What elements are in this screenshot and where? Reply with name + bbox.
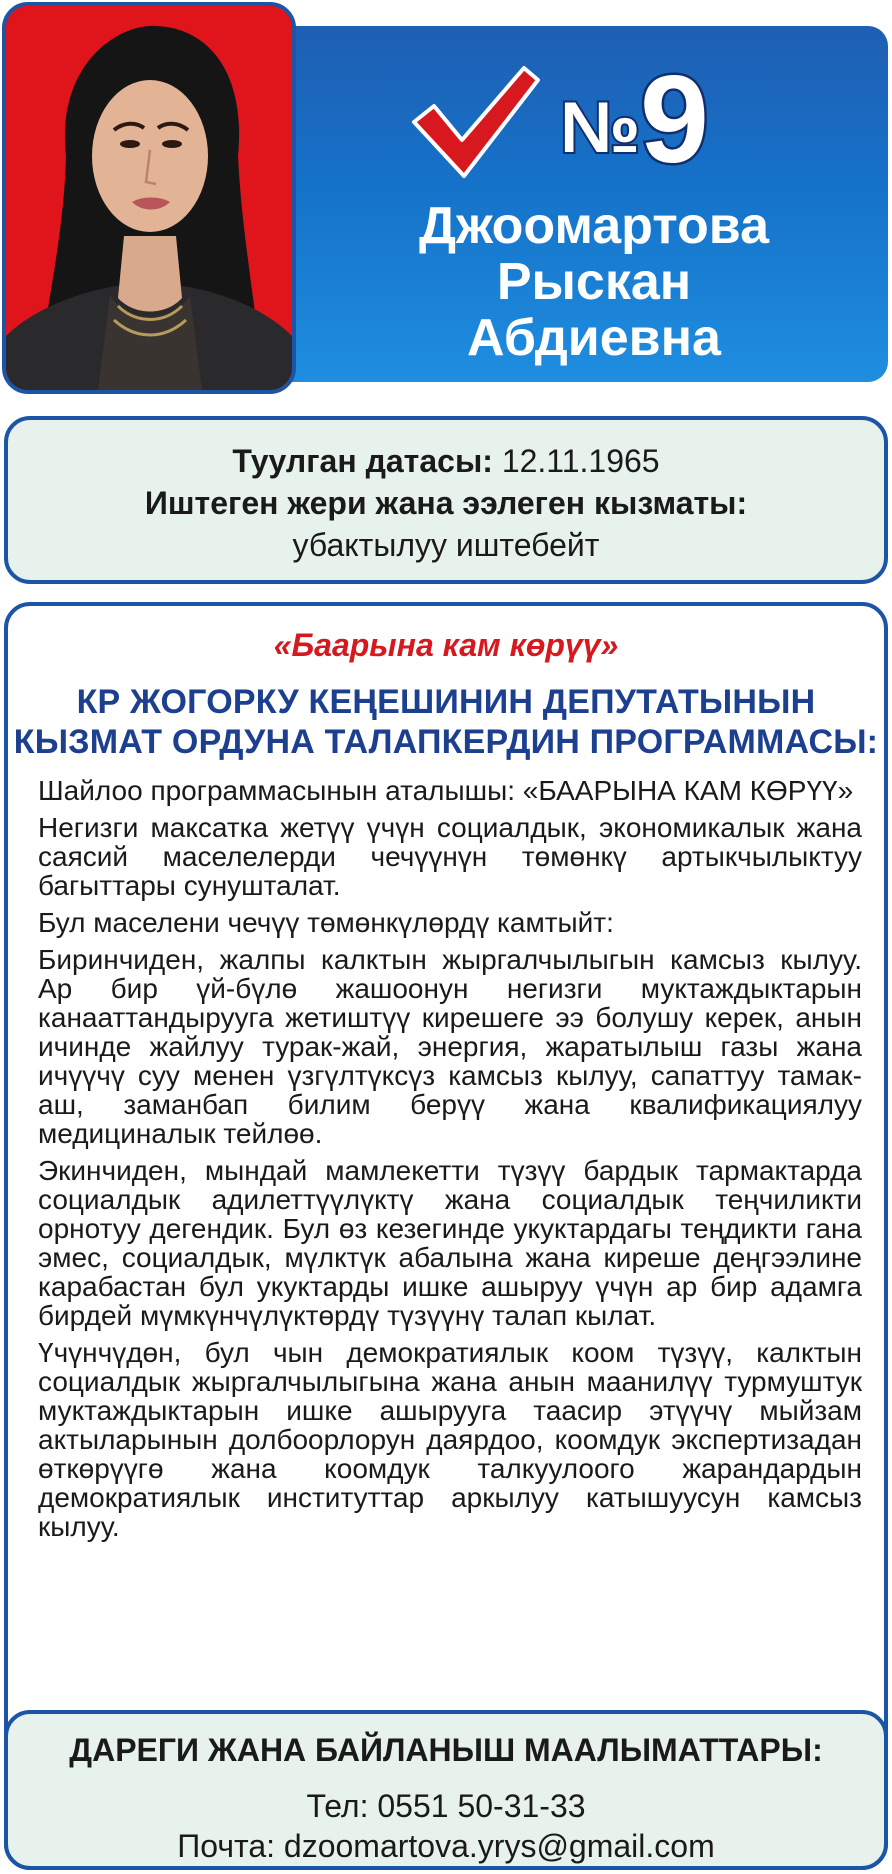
contact-email: Почта: dzoomartova.yrys@gmail.com — [177, 1828, 715, 1864]
contact-title: ДАРЕГИ ЖАНА БАЙЛАНЫШ МААЛЫМАТТАРЫ: — [69, 1732, 823, 1768]
candidate-name — [300, 198, 888, 366]
program-paragraph: Биринчиден, жалпы калктын жыргалчылыгын камсыз кылуу. Ар бир үй-бүлө жашоонун негизги муктаждыктарын канааттандырууга жетиштүү кирешеге ээ болушу керек, анын ичинде жайлуу турак-жай, энергия, жаратылыш газы жана ичүүчү суу менен үзгүлтүксүз камсыз кылуу, сапаттуу тамак-аш, заманбап билим берүү жана квалификациялуу медициналык тейлөө. — [38, 944, 862, 1149]
work-label: Иштеген жери жана ээлеген кызматы: — [144, 485, 748, 521]
candidate-photo — [2, 2, 296, 394]
birth-date-label: Туулган датасы: — [232, 443, 493, 479]
work-value: убактылуу иштебейт — [292, 527, 600, 563]
program-title-line: КЫЗМАТ ОРДУНА ТАЛАПКЕРДИН ПРОГРАММАСЫ: — [13, 723, 879, 761]
program-body — [38, 776, 862, 1549]
candidate-first-name: Рыскан — [496, 253, 692, 311]
program-title — [8, 682, 884, 762]
candidate-surname: Джоомартова — [419, 197, 769, 255]
candidate-number: 9 — [640, 51, 709, 189]
birth-date-line — [8, 440, 884, 482]
checkmark-icon — [410, 64, 542, 182]
program-paragraph: Негизги максатка жетүү үчүн социалдык, экономикалык жана саясий маселелерди чечүүнүн төмөнкү артыкчылыктуу багыттары сунушталат. — [38, 812, 862, 901]
program-box — [4, 602, 888, 1870]
contact-box — [4, 1710, 888, 1870]
birth-date-value: 12.11.1965 — [501, 443, 660, 479]
personal-info-box — [4, 416, 888, 584]
candidate-patronymic: Абдиевна — [467, 309, 721, 367]
program-paragraph: Үчүнчүдөн, бул чын демократиялык коом түзүү, калктын социалдык жыргалчылыгына жана анын маанилүү турмуштук муктаждыктарын ишке ашырууга таасир этүүчү мыйзам актыларынын долбоорлорун даярдоо, коомдук экспертизадан өткөрүүгө жана коомдук талкуулоого жарандардын демократиялык институттар аркылуу катышуусун камсыз кылуу. — [38, 1337, 862, 1542]
program-paragraph: Шайлоо программасынын аталышы: «БААРЫНА КАМ КӨРҮҮ» — [38, 775, 854, 806]
contact-phone: Тел: 0551 50-31-33 — [306, 1788, 586, 1824]
program-paragraph: Экинчиден, мындай мамлекетти түзүү бардык тармактарда социалдык адилеттүүлүктү жана социалдык теңчиликти орнотуу дегендик. Бул өз кезегинде укуктардагы теңдикти гана эмес, социалдык, мүлктүк абалына жана киреше деңгээлине карабастан бул укуктарды ишке ашыруу үчүн ар бир адамга бирдей мүмкүнчүлүктөрдү түзүүнү талап кылат. — [38, 1155, 862, 1331]
portrait-image — [6, 6, 292, 390]
program-slogan: «Баарына кам көрүү» — [273, 627, 619, 663]
program-title-line: КР ЖОГОРКУ КЕҢЕШИНИН ДЕПУТАТЫНЫН — [76, 683, 816, 721]
ballot-number — [400, 51, 820, 189]
program-paragraph: Бул маселени чечүү төмөнкүлөрдү камтыйт: — [38, 907, 614, 938]
number-sign: № — [560, 88, 639, 168]
